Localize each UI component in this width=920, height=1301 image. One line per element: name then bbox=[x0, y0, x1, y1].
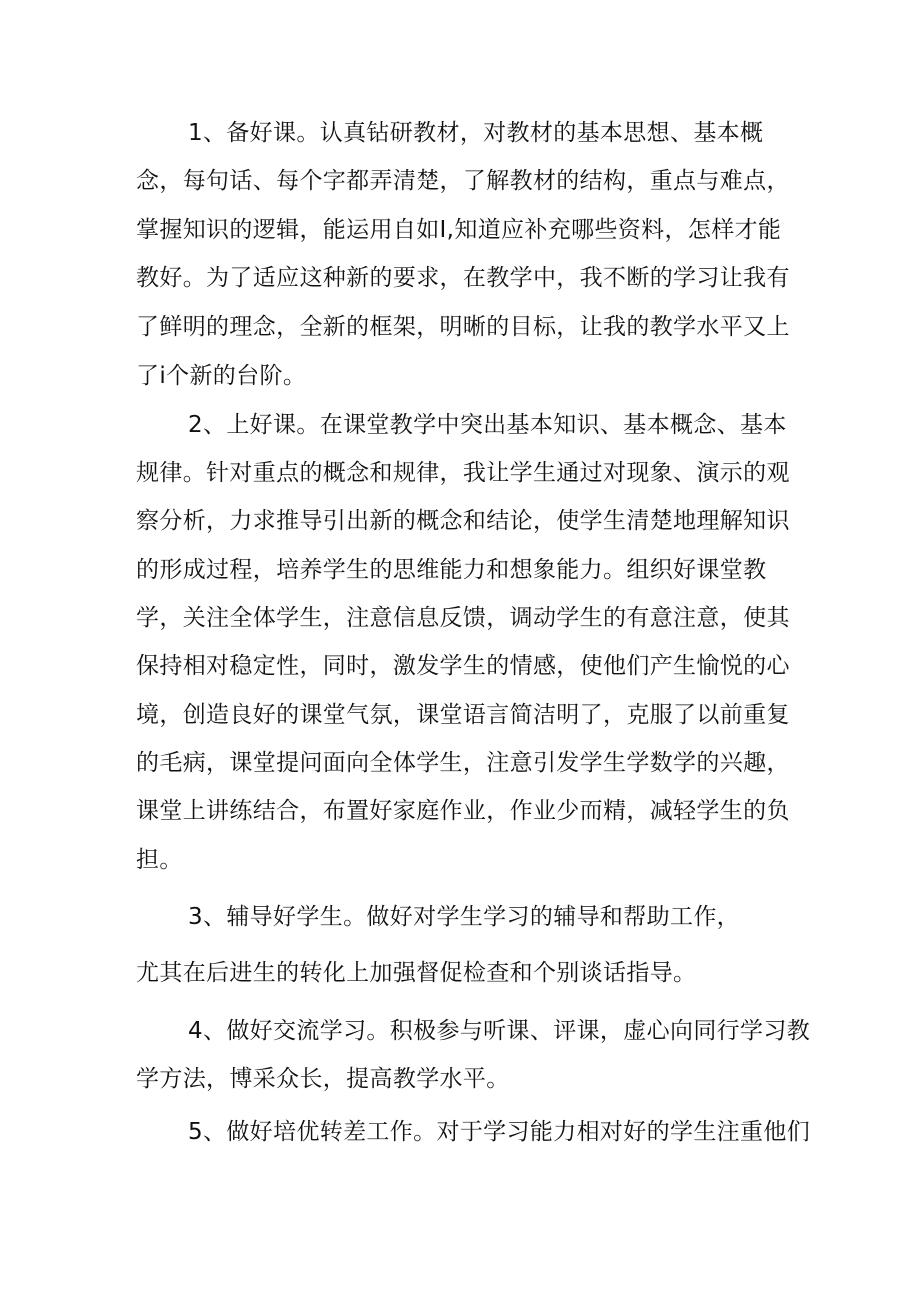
paragraph-3-line-1: 3、辅导好学生。做好对学生学习的辅导和帮助工作， bbox=[188, 904, 741, 930]
paragraph-2-line-9: 课堂上讲练结合，布置好家庭作业，作业少而精，减轻学生的负 bbox=[136, 798, 790, 824]
paragraph-5-line-1: 5、做好培优转差工作。对于学习能力相对好的学生注重他们 bbox=[188, 1119, 811, 1145]
paragraph-1-line-1: 1、备好课。认真钻研教材，对教材的基本思想、基本概 bbox=[188, 120, 764, 146]
paragraph-3-line-2: 尤其在后进生的转化上加强督促检查和个别谈话指导。 bbox=[136, 960, 697, 986]
paragraph-2-line-6: 保持相对稳定性，同时，激发学生的情感，使他们产生愉悦的心 bbox=[136, 653, 790, 679]
paragraph-4-line-1: 4、做好交流学习。积极参与听课、评课，虚心向同行学习教 bbox=[188, 1018, 811, 1044]
paragraph-2-line-1: 2、上好课。在课堂教学中突出基本知识、基本概念、基本 bbox=[188, 412, 787, 438]
paragraph-4-line-2: 学方法，博采众长，提高教学水平。 bbox=[136, 1066, 510, 1092]
paragraph-2-line-4: 的形成过程，培养学生的思维能力和想象能力。组织好课堂教 bbox=[136, 557, 767, 583]
paragraph-1-line-2: 念，每句话、每个字都弄清楚，了解教材的结构，重点与难点， bbox=[136, 168, 790, 194]
paragraph-1-line-3: 掌握知识的逻辑，能运用自如I,知道应补充哪些资料，怎样才能 bbox=[136, 217, 782, 243]
paragraph-1-line-6: 了i个新的台阶。 bbox=[136, 363, 307, 389]
paragraph-2-line-5: 学，关注全体学生，注意信息反馈，调动学生的有意注意，使其 bbox=[136, 605, 790, 631]
paragraph-1-line-4: 教好。为了适应这种新的要求，在教学中，我不断的学习让我有 bbox=[136, 265, 790, 291]
paragraph-2-line-3: 察分析，力求推导引出新的概念和结论，使学生清楚地理解知识 bbox=[136, 508, 790, 534]
paragraph-2-line-7: 境，创造良好的课堂气氛，课堂语言简洁明了，克服了以前重复 bbox=[136, 702, 790, 728]
paragraph-2-line-8: 的毛病，课堂提问面向全体学生，注意引发学生学数学的兴趣， bbox=[136, 750, 790, 776]
paragraph-2-line-10: 担。 bbox=[136, 847, 183, 873]
paragraph-2-line-2: 规律。针对重点的概念和规律，我让学生通过对现象、演示的观 bbox=[136, 460, 790, 486]
paragraph-1-line-5: 了鲜明的理念，全新的框架，明晰的目标，让我的教学水平又上 bbox=[136, 314, 790, 340]
